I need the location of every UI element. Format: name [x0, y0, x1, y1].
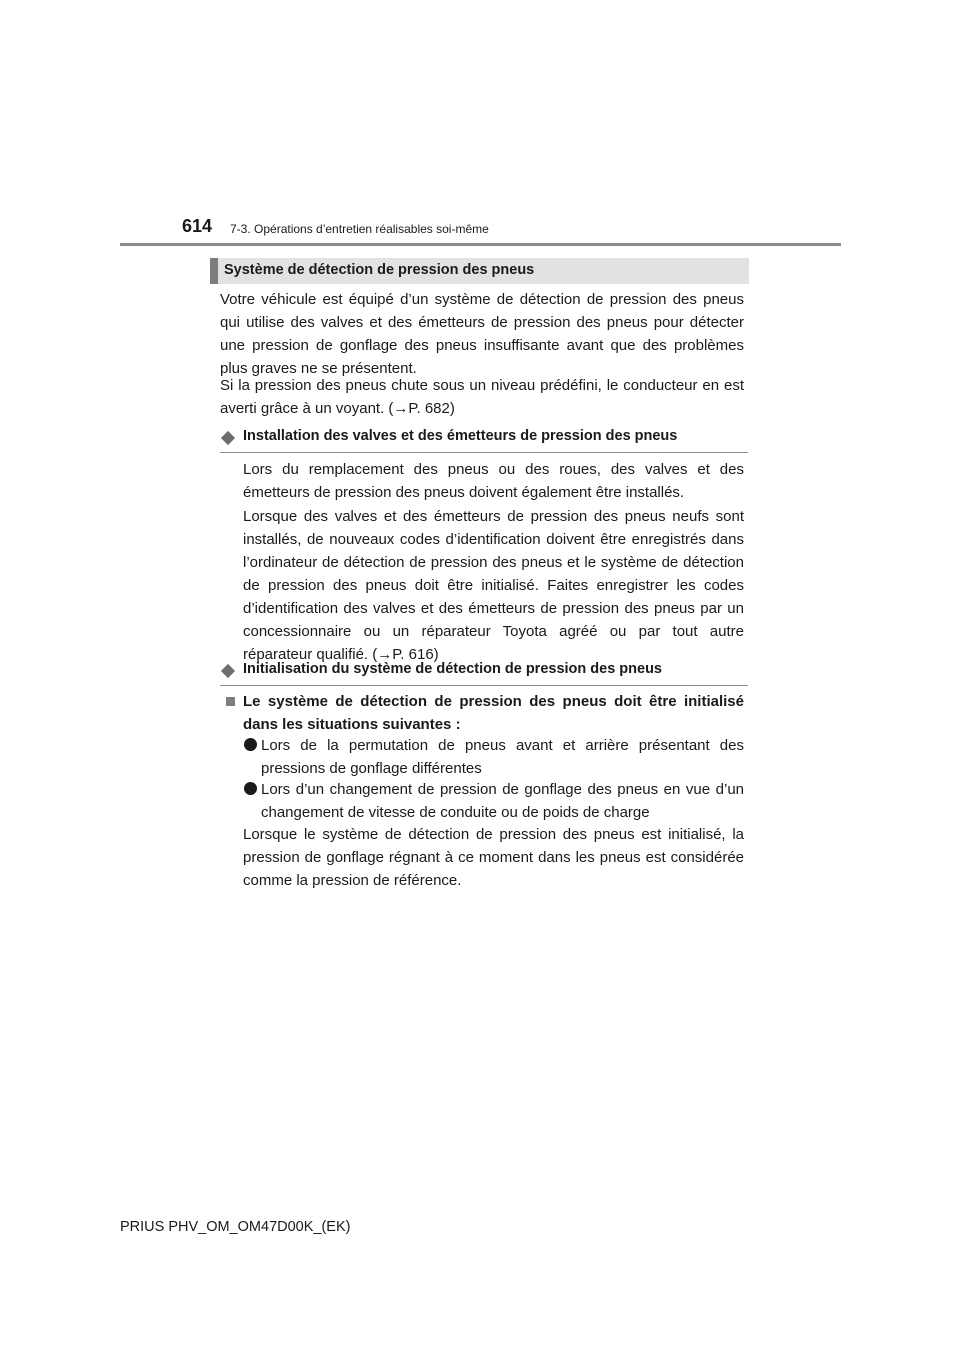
intro-paragraph: Votre véhicule est équipé d’un système de détection de pression des pneus qui utilise des valves et des émetteurs de pression des pneus pour détecter une pression de gonflage des pneus insuffisante avant que des problèmes plus graves ne se présentent. — [220, 291, 744, 377]
list-item — [243, 734, 744, 780]
item-heading — [220, 690, 744, 736]
running-header: 7-3. Opérations d’entretien réalisables soi-même — [230, 222, 489, 236]
subsection-title: Initialisation du système de détection de pression des pneus — [243, 661, 662, 677]
diamond-bullet-icon — [221, 431, 235, 445]
installation-paragraph-codes: Lorsque des valves et des émetteurs de pression des pneus neufs sont installés, de nouveaux codes d’identification doivent être enregistrés dans l’ordinateur de détection de pression des pneus et le système de détection de pression des pneus doit être initialisé. Faites enregistrer les codes d’identification des valves et des émetteurs de pression des pneus par un concessionnaire ou un réparateur Toyota agréé ou par tout autre réparateur qualifié. (→P. 616) — [243, 508, 744, 663]
document-footer: PRIUS PHV_OM_OM47D00K_(EK) — [120, 1219, 351, 1235]
circle-bullet-icon — [244, 738, 257, 751]
circle-bullet-icon — [244, 782, 257, 795]
diamond-bullet-icon — [221, 664, 235, 678]
item-heading-text: Le système de détection de pression des pneus doit être initialisé dans les situations suivantes : — [243, 693, 744, 733]
list-item — [243, 778, 744, 824]
intro-paragraph-warning: Si la pression des pneus chute sous un niveau prédéfini, le conducteur en est averti grâce à un voyant. (→P. 682) — [220, 377, 744, 417]
page-number: 614 — [182, 216, 213, 236]
section-title: Système de détection de pression des pneus — [224, 262, 535, 278]
banner-accent-bar — [210, 258, 218, 284]
header-divider — [120, 243, 841, 246]
section-title-banner — [210, 258, 749, 284]
list-item-text: Lors de la permutation de pneus avant et arrière présentant des pressions de gonflage différentes — [261, 737, 744, 777]
installation-paragraph: Lors du remplacement des pneus ou des roues, des valves et des émetteurs de pression des pneus doivent également être installés. — [243, 461, 744, 501]
subsection-title: Installation des valves et des émetteurs de pression des pneus — [243, 428, 678, 444]
list-item-text: Lors d’un changement de pression de gonflage des pneus en vue d’un changement de vitesse de conduite ou de poids de charge — [261, 781, 744, 821]
subsection-heading-installation — [220, 428, 748, 453]
subsection-heading-initialisation — [220, 661, 748, 686]
square-bullet-icon — [226, 697, 235, 706]
initialisation-closing-paragraph: Lorsque le système de détection de pression des pneus est initialisé, la pression de gonflage régnant à ce moment dans les pneus est considérée comme la pression de référence. — [243, 826, 744, 889]
